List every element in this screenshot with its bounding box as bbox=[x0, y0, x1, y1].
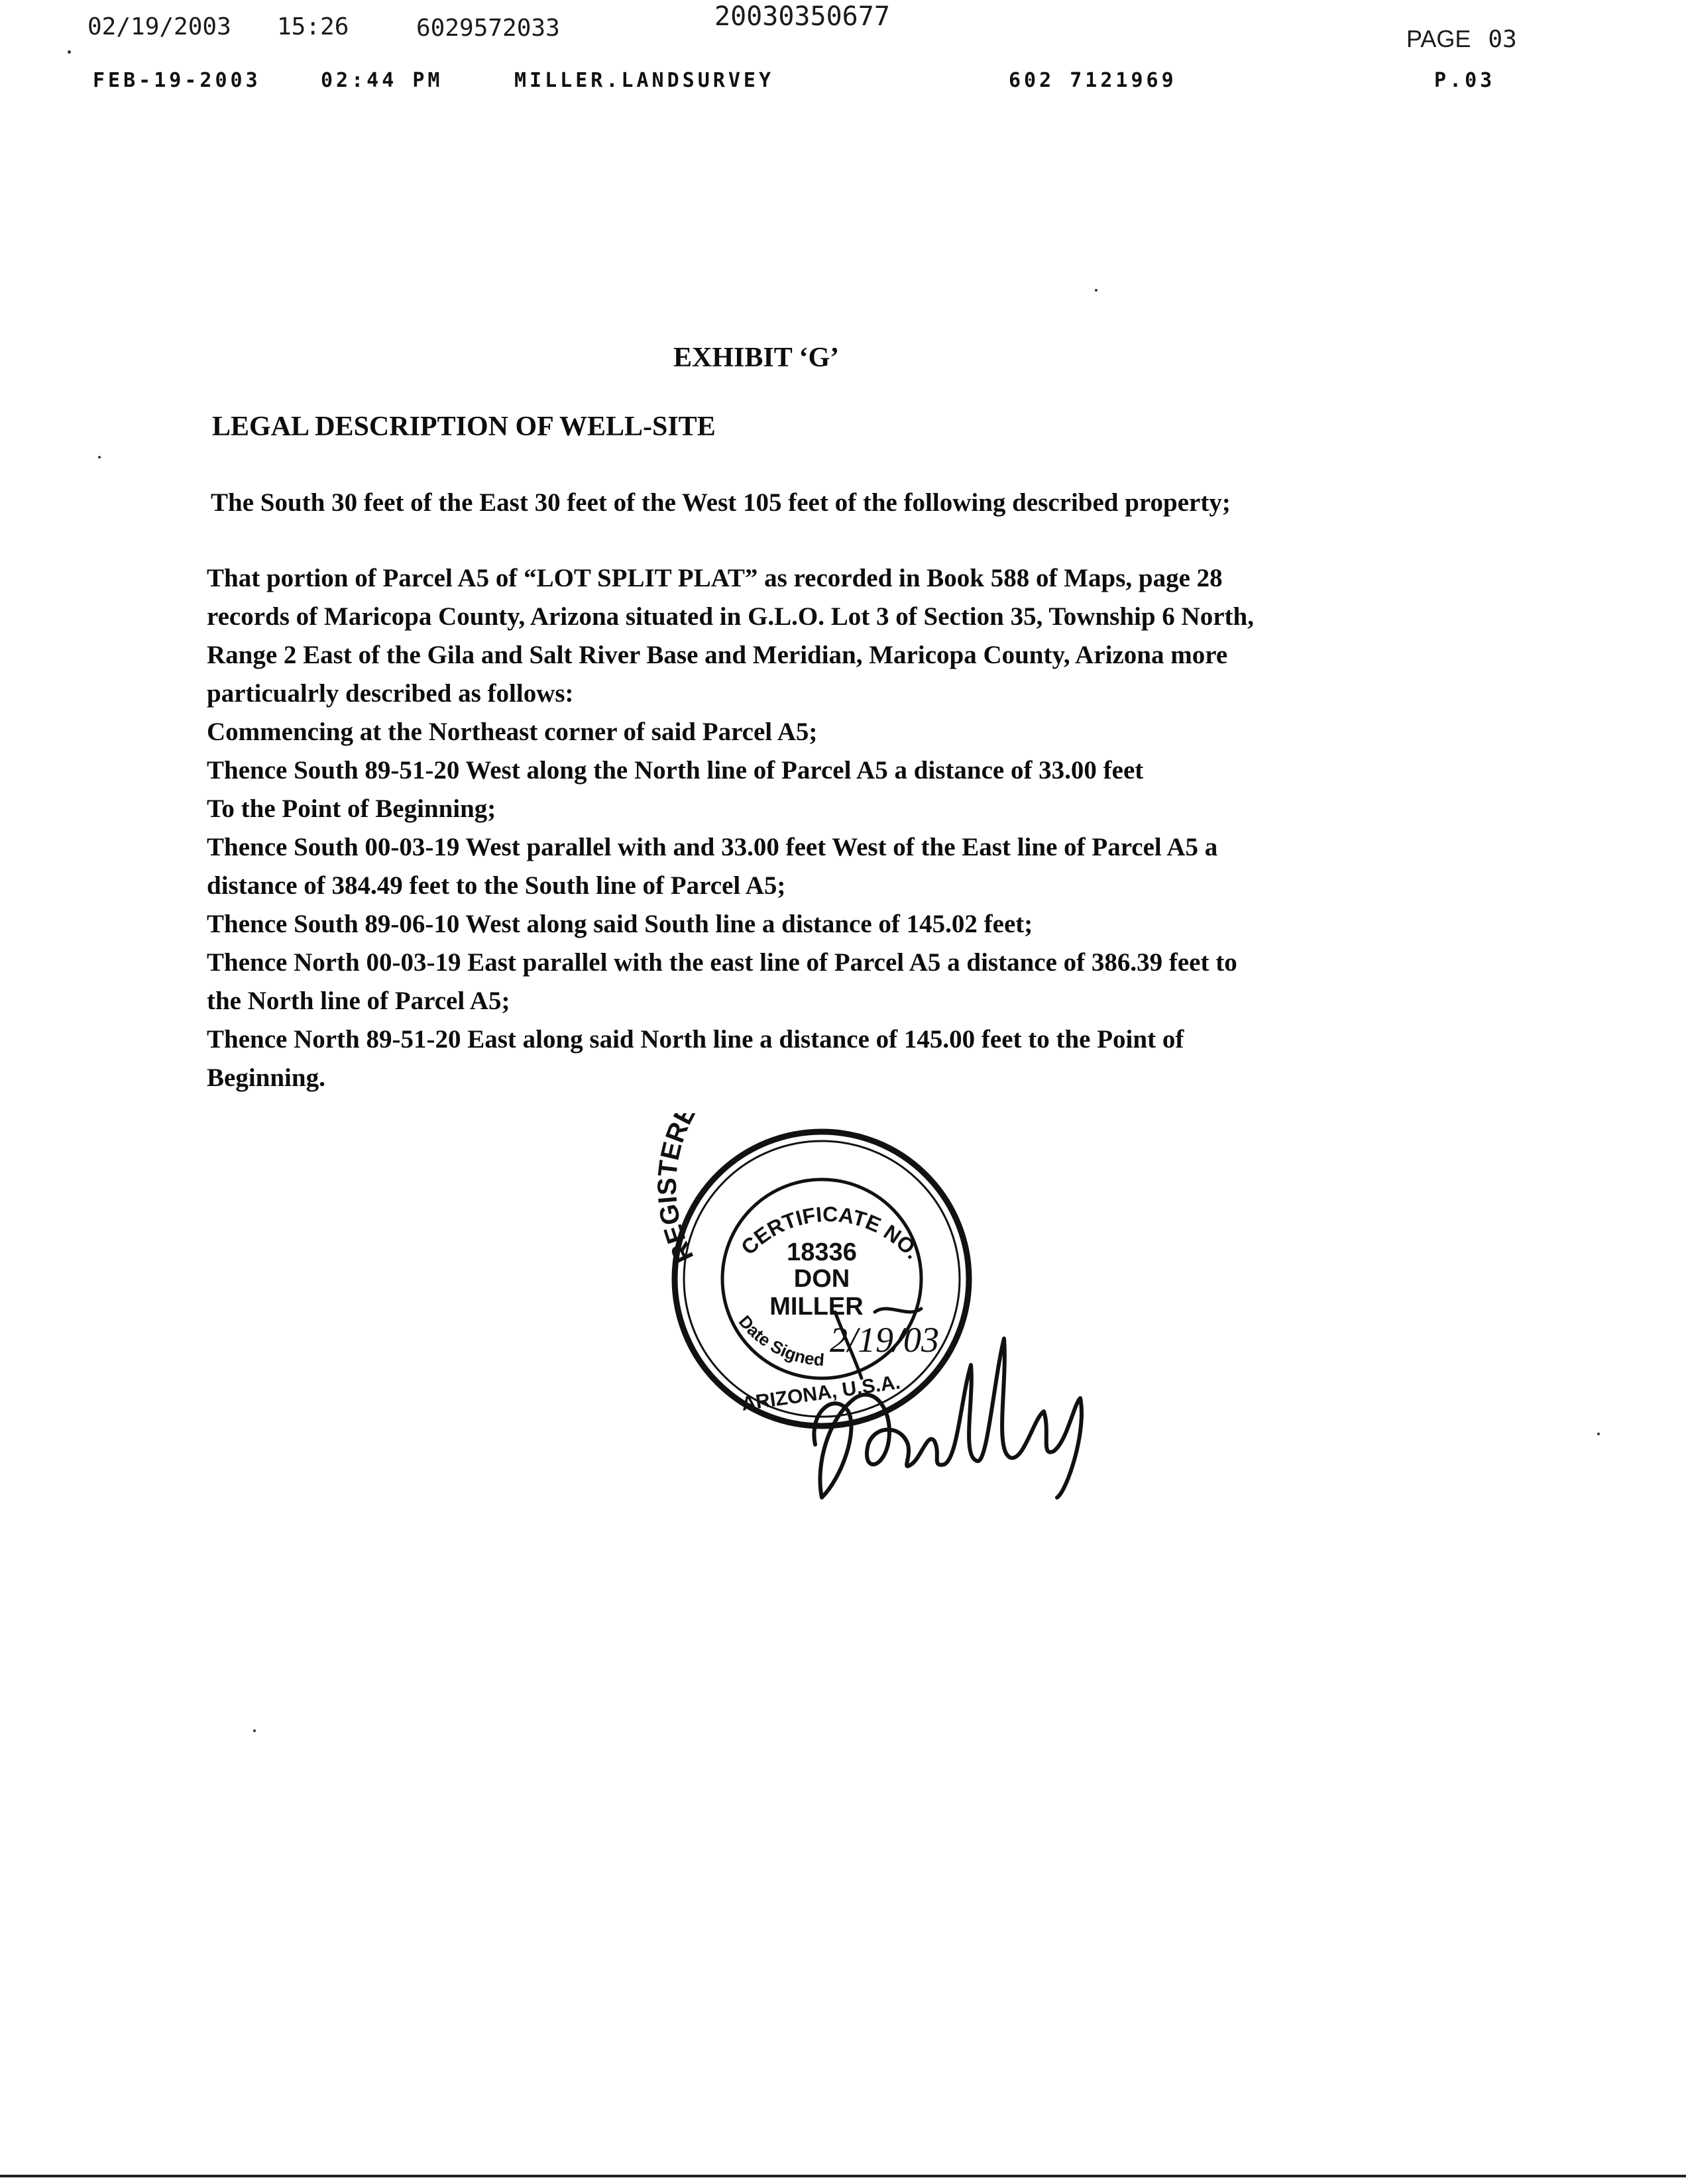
page-label bbox=[1406, 25, 1517, 53]
legal-description-heading: LEGAL DESCRIPTION OF WELL-SITE bbox=[212, 411, 716, 442]
seal-name-last: MILLER bbox=[769, 1293, 864, 1321]
body-line: Beginning. bbox=[207, 1064, 325, 1092]
page-number: 03 bbox=[1488, 26, 1517, 53]
speck bbox=[1095, 289, 1097, 292]
fax-page-2: P.03 bbox=[1434, 69, 1496, 92]
fax-phone-2: 602 7121969 bbox=[1009, 69, 1177, 92]
body-line: Thence South 89-06-10 West along said South line a distance of 145.02 feet; bbox=[207, 910, 1033, 938]
seal-outer-text: REG ERE bbox=[656, 1113, 702, 1268]
legal-body bbox=[207, 559, 1506, 1097]
body-line: Thence North 89-51-20 East along said North line a distance of 145.00 feet to the Point of bbox=[207, 1025, 1184, 1054]
seal-state: ARIZONA, U.S.A. bbox=[740, 1371, 902, 1415]
body-line: particualrly described as follows: bbox=[207, 679, 574, 708]
speck bbox=[68, 50, 71, 54]
page-label-text: PAGE bbox=[1406, 25, 1471, 52]
body-line: Commencing at the Northeast corner of said Parcel A5; bbox=[207, 718, 818, 746]
seal-date-signed: 2/19/03 bbox=[830, 1320, 940, 1360]
body-line: Thence North 00-03-19 East parallel with the east line of Parcel A5 a distance of 386.39 feet to bbox=[207, 948, 1237, 977]
speck bbox=[253, 1729, 256, 1732]
body-line: Range 2 East of the Gila and Salt River Base and Meridian, Maricopa County, Arizona more bbox=[207, 641, 1228, 669]
fax-time-2: 02:44 PM bbox=[321, 69, 443, 92]
seal-date-label: Date Signed bbox=[734, 1311, 825, 1370]
speck bbox=[98, 456, 101, 459]
seal-inner-text: CERTIFICATE NO. bbox=[736, 1202, 925, 1264]
body-line: the North line of Parcel A5; bbox=[207, 987, 510, 1015]
fax-date: 02/19/2003 bbox=[87, 13, 231, 40]
body-line: Thence South 89-51-20 West along the North line of Parcel A5 a distance of 33.00 feet bbox=[207, 756, 1144, 785]
body-line: That portion of Parcel A5 of “LOT SPLIT PLAT” as recorded in Book 588 of Maps, page 28 bbox=[207, 564, 1223, 592]
document-number: 20030350677 bbox=[714, 1, 890, 32]
surveyor-signature bbox=[795, 1299, 1140, 1511]
body-line: distance of 384.49 feet to the South line of Parcel A5; bbox=[207, 871, 786, 900]
fax-date-2: FEB-19-2003 bbox=[93, 69, 261, 92]
body-line: To the Point of Beginning; bbox=[207, 794, 496, 823]
fax-sender: MILLER.LANDSURVEY bbox=[514, 69, 775, 92]
speck bbox=[1597, 1433, 1600, 1435]
body-line: records of Maricopa County, Arizona situated in G.L.O. Lot 3 of Section 35, Township 6 North, bbox=[207, 602, 1254, 631]
fax-phone: 6029572033 bbox=[416, 15, 560, 42]
intro-line: The South 30 feet of the East 30 feet of the West 105 feet of the following described property; bbox=[211, 488, 1231, 517]
bottom-rule bbox=[0, 2175, 1686, 2177]
body-line: Thence South 00-03-19 West parallel with and 33.00 feet West of the East line of Parcel A5 a bbox=[207, 833, 1218, 861]
fax-time: 15:26 bbox=[277, 13, 349, 40]
exhibit-title: EXHIBIT ‘G’ bbox=[673, 343, 840, 373]
seal-number: 18336 bbox=[787, 1238, 857, 1266]
seal-name-first: DON bbox=[793, 1265, 850, 1293]
intro-paragraph bbox=[211, 484, 1510, 522]
